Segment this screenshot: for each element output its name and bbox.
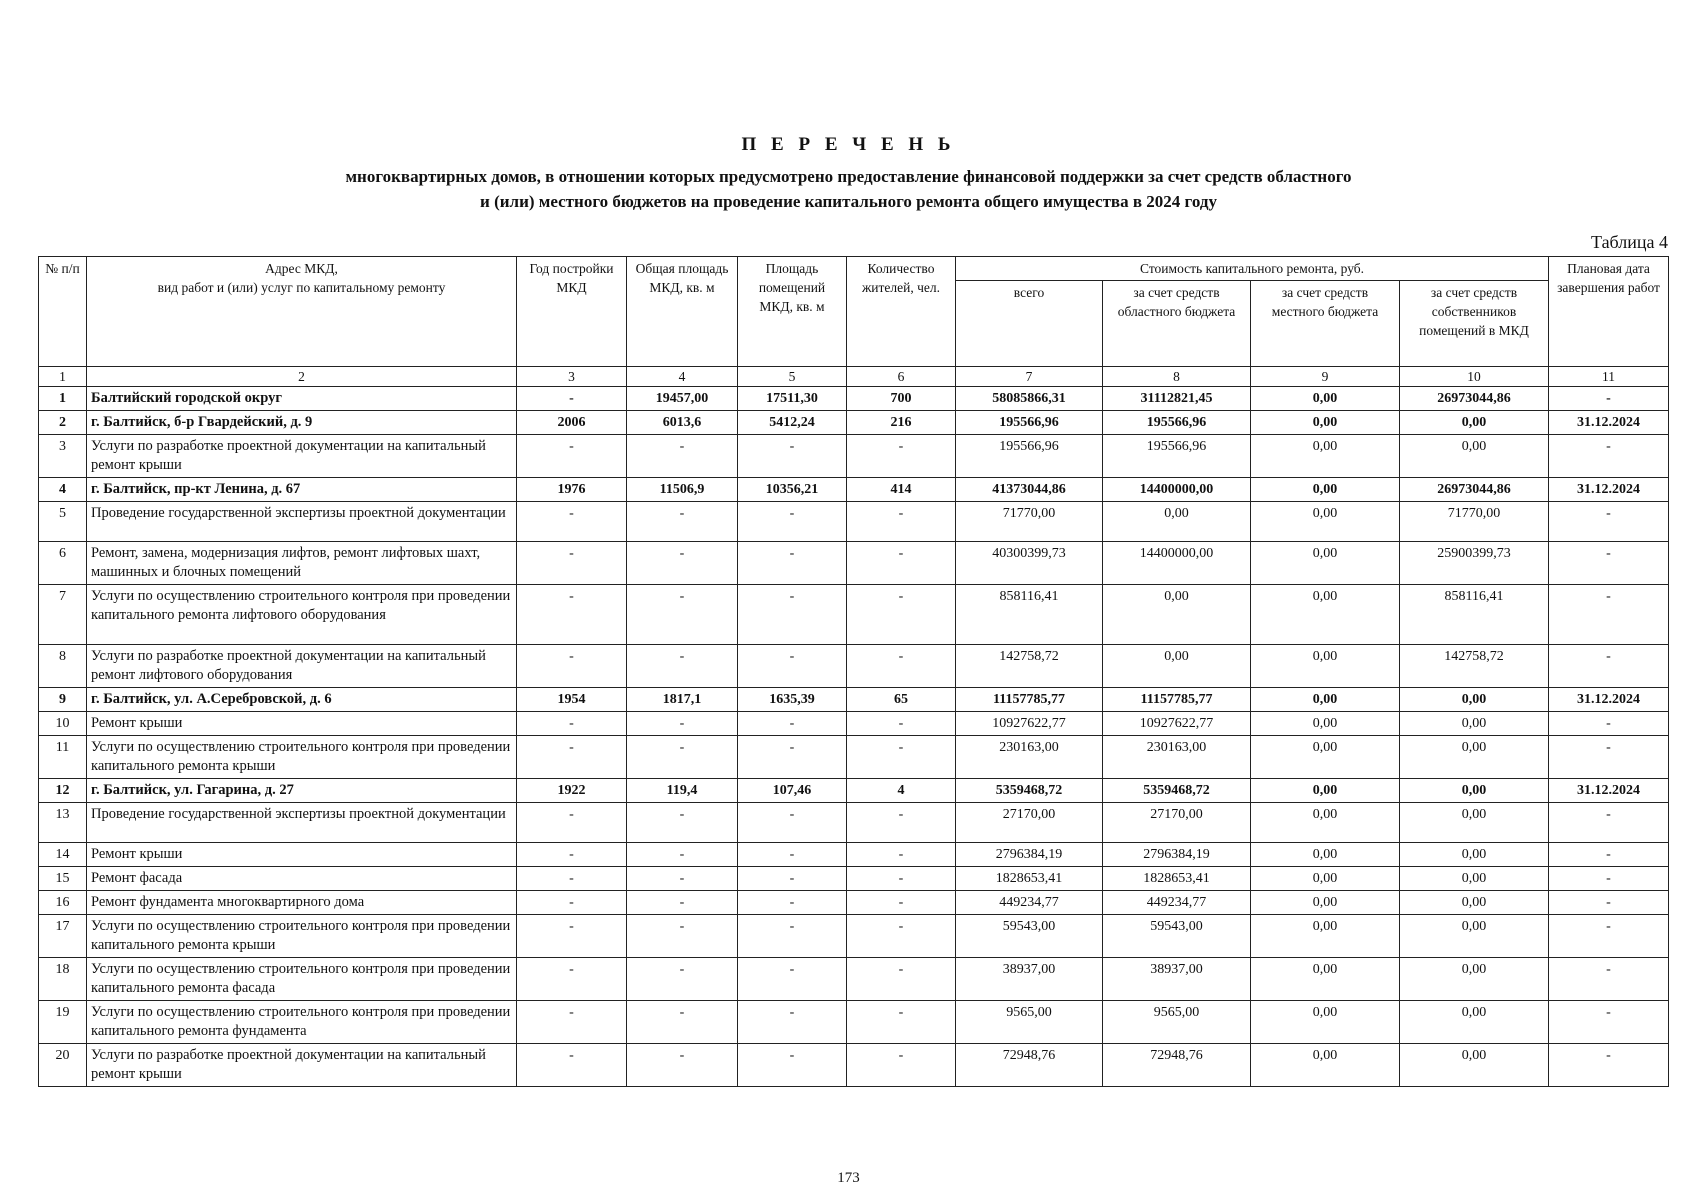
row-cost-regional: 2796384,19: [1103, 843, 1251, 867]
row-cost-total: 41373044,86: [956, 478, 1103, 502]
table-row: [39, 891, 1669, 915]
row-cost-total: 142758,72: [956, 645, 1103, 688]
row-cost-total: 27170,00: [956, 803, 1103, 843]
row-year: -: [517, 867, 627, 891]
row-completion-date: -: [1549, 645, 1669, 688]
row-address: г. Балтийск, ул. А.Серебровской, д. 6: [87, 688, 517, 712]
row-address: Услуги по осуществлению строительного контроля при проведении капитального ремонта крыши: [87, 915, 517, 958]
row-number: 7: [39, 585, 87, 645]
row-total-area: -: [627, 585, 738, 645]
row-cost-total: 71770,00: [956, 502, 1103, 542]
column-number: 7: [956, 367, 1103, 387]
row-cost-owners: 0,00: [1400, 779, 1549, 803]
row-number: 15: [39, 867, 87, 891]
row-residents: -: [847, 645, 956, 688]
row-number: 4: [39, 478, 87, 502]
row-cost-local: 0,00: [1251, 958, 1400, 1001]
row-address: Услуги по разработке проектной документации на капитальный ремонт лифтового оборудования: [87, 645, 517, 688]
row-number: 17: [39, 915, 87, 958]
row-number: 1: [39, 387, 87, 411]
row-completion-date: -: [1549, 867, 1669, 891]
row-completion-date: 31.12.2024: [1549, 779, 1669, 803]
row-total-area: -: [627, 843, 738, 867]
row-cost-owners: 0,00: [1400, 736, 1549, 779]
row-cost-local: 0,00: [1251, 542, 1400, 585]
column-number: 4: [627, 367, 738, 387]
row-residents: 65: [847, 688, 956, 712]
row-residents: -: [847, 843, 956, 867]
row-cost-owners: 0,00: [1400, 867, 1549, 891]
column-number: 5: [738, 367, 847, 387]
row-total-area: -: [627, 915, 738, 958]
row-address: Услуги по разработке проектной документации на капитальный ремонт крыши: [87, 435, 517, 478]
row-completion-date: -: [1549, 542, 1669, 585]
row-cost-local: 0,00: [1251, 478, 1400, 502]
row-total-area: -: [627, 803, 738, 843]
row-residents: -: [847, 915, 956, 958]
row-number: 5: [39, 502, 87, 542]
row-cost-local: 0,00: [1251, 915, 1400, 958]
row-total-area: -: [627, 1001, 738, 1044]
row-cost-total: 1828653,41: [956, 867, 1103, 891]
table-row: [39, 542, 1669, 585]
row-year: -: [517, 435, 627, 478]
row-cost-total: 195566,96: [956, 435, 1103, 478]
row-cost-local: 0,00: [1251, 803, 1400, 843]
row-address: Проведение государственной экспертизы проектной документации: [87, 502, 517, 542]
row-year: -: [517, 1044, 627, 1087]
row-cost-owners: 0,00: [1400, 843, 1549, 867]
row-residents: -: [847, 736, 956, 779]
table-row: [39, 915, 1669, 958]
row-address: Услуги по осуществлению строительного контроля при проведении капитального ремонта фундамента: [87, 1001, 517, 1044]
row-year: -: [517, 958, 627, 1001]
table-row: [39, 478, 1669, 502]
table-row: [39, 843, 1669, 867]
row-total-area: -: [627, 736, 738, 779]
row-completion-date: -: [1549, 915, 1669, 958]
row-completion-date: -: [1549, 891, 1669, 915]
row-number: 9: [39, 688, 87, 712]
row-total-area: -: [627, 958, 738, 1001]
row-total-area: -: [627, 712, 738, 736]
row-rooms-area: -: [738, 645, 847, 688]
row-cost-owners: 0,00: [1400, 915, 1549, 958]
table-header: [39, 257, 1669, 367]
row-year: -: [517, 1001, 627, 1044]
header-address: Адрес МКД, вид работ и (или) услуг по капитальному ремонту: [87, 257, 517, 367]
row-cost-owners: 0,00: [1400, 1044, 1549, 1087]
row-residents: -: [847, 585, 956, 645]
row-completion-date: -: [1549, 736, 1669, 779]
row-cost-local: 0,00: [1251, 411, 1400, 435]
row-year: 1976: [517, 478, 627, 502]
row-number: 3: [39, 435, 87, 478]
row-cost-total: 449234,77: [956, 891, 1103, 915]
header-cost-group: Стоимость капитального ремонта, руб.: [956, 257, 1549, 281]
row-total-area: 1817,1: [627, 688, 738, 712]
row-cost-total: 59543,00: [956, 915, 1103, 958]
row-rooms-area: 17511,30: [738, 387, 847, 411]
row-rooms-area: 5412,24: [738, 411, 847, 435]
table-row: [39, 736, 1669, 779]
row-rooms-area: 1635,39: [738, 688, 847, 712]
row-rooms-area: 10356,21: [738, 478, 847, 502]
page-number: 173: [837, 1170, 860, 1186]
row-cost-regional: 0,00: [1103, 645, 1251, 688]
row-cost-owners: 142758,72: [1400, 645, 1549, 688]
column-number: 3: [517, 367, 627, 387]
row-year: -: [517, 891, 627, 915]
row-cost-local: 0,00: [1251, 435, 1400, 478]
row-cost-local: 0,00: [1251, 712, 1400, 736]
row-cost-total: 230163,00: [956, 736, 1103, 779]
row-address: Ремонт фундамента многоквартирного дома: [87, 891, 517, 915]
row-cost-total: 11157785,77: [956, 688, 1103, 712]
row-cost-total: 58085866,31: [956, 387, 1103, 411]
header-year: Год постройки МКД: [517, 257, 627, 367]
row-cost-regional: 195566,96: [1103, 435, 1251, 478]
row-cost-local: 0,00: [1251, 736, 1400, 779]
row-cost-owners: 0,00: [1400, 411, 1549, 435]
header-cost-total: всего: [956, 281, 1103, 367]
row-cost-regional: 230163,00: [1103, 736, 1251, 779]
row-number: 8: [39, 645, 87, 688]
row-cost-owners: 858116,41: [1400, 585, 1549, 645]
row-cost-local: 0,00: [1251, 891, 1400, 915]
row-year: -: [517, 502, 627, 542]
table-row: [39, 411, 1669, 435]
row-number: 2: [39, 411, 87, 435]
row-number: 19: [39, 1001, 87, 1044]
column-number: 11: [1549, 367, 1669, 387]
row-total-area: 119,4: [627, 779, 738, 803]
row-cost-total: 858116,41: [956, 585, 1103, 645]
row-residents: -: [847, 803, 956, 843]
subtitle-line-1: многоквартирных домов, в отношении которых предусмотрено предоставление финансовой поддержки за счет средств областного: [345, 167, 1352, 186]
row-cost-owners: 0,00: [1400, 435, 1549, 478]
row-year: -: [517, 915, 627, 958]
row-cost-owners: 26973044,86: [1400, 387, 1549, 411]
column-number: 8: [1103, 367, 1251, 387]
row-cost-total: 38937,00: [956, 958, 1103, 1001]
column-numbers-row: [39, 367, 1669, 387]
table-row: [39, 585, 1669, 645]
row-cost-regional: 14400000,00: [1103, 478, 1251, 502]
row-year: 2006: [517, 411, 627, 435]
row-number: 14: [39, 843, 87, 867]
table-row: [39, 387, 1669, 411]
row-cost-local: 0,00: [1251, 688, 1400, 712]
row-residents: 414: [847, 478, 956, 502]
row-cost-total: 9565,00: [956, 1001, 1103, 1044]
row-residents: 700: [847, 387, 956, 411]
row-number: 13: [39, 803, 87, 843]
row-address: Ремонт крыши: [87, 843, 517, 867]
row-cost-regional: 0,00: [1103, 502, 1251, 542]
row-year: -: [517, 803, 627, 843]
row-residents: -: [847, 712, 956, 736]
row-cost-total: 195566,96: [956, 411, 1103, 435]
row-number: 16: [39, 891, 87, 915]
row-residents: -: [847, 542, 956, 585]
column-number: 9: [1251, 367, 1400, 387]
row-total-area: -: [627, 1044, 738, 1087]
header-residents: Количество жителей, чел.: [847, 257, 956, 367]
row-address: Услуги по разработке проектной документации на капитальный ремонт крыши: [87, 1044, 517, 1087]
row-residents: -: [847, 1001, 956, 1044]
row-cost-local: 0,00: [1251, 387, 1400, 411]
column-number: 6: [847, 367, 956, 387]
table-row: [39, 958, 1669, 1001]
row-year: -: [517, 585, 627, 645]
header-rooms-area: Площадь помещений МКД, кв. м: [738, 257, 847, 367]
row-address: Ремонт, замена, модернизация лифтов, ремонт лифтовых шахт, машинных и блочных помещений: [87, 542, 517, 585]
row-total-area: -: [627, 435, 738, 478]
row-completion-date: -: [1549, 1044, 1669, 1087]
row-address: Услуги по осуществлению строительного контроля при проведении капитального ремонта фасада: [87, 958, 517, 1001]
row-number: 10: [39, 712, 87, 736]
row-completion-date: -: [1549, 435, 1669, 478]
row-rooms-area: 107,46: [738, 779, 847, 803]
row-cost-regional: 9565,00: [1103, 1001, 1251, 1044]
row-address: Услуги по осуществлению строительного контроля при проведении капитального ремонта крыши: [87, 736, 517, 779]
table-row: [39, 867, 1669, 891]
row-completion-date: -: [1549, 1001, 1669, 1044]
table-row: [39, 688, 1669, 712]
row-address: Балтийский городской округ: [87, 387, 517, 411]
row-total-area: 19457,00: [627, 387, 738, 411]
row-cost-total: 2796384,19: [956, 843, 1103, 867]
column-number: 1: [39, 367, 87, 387]
row-year: 1922: [517, 779, 627, 803]
row-rooms-area: -: [738, 736, 847, 779]
row-cost-regional: 31112821,45: [1103, 387, 1251, 411]
row-cost-total: 72948,76: [956, 1044, 1103, 1087]
row-address: Услуги по осуществлению строительного контроля при проведении капитального ремонта лифтового оборудования: [87, 585, 517, 645]
table-row: [39, 435, 1669, 478]
row-cost-owners: 25900399,73: [1400, 542, 1549, 585]
row-year: -: [517, 387, 627, 411]
row-cost-local: 0,00: [1251, 867, 1400, 891]
row-completion-date: -: [1549, 712, 1669, 736]
repair-table: [38, 256, 1669, 1087]
row-address: г. Балтийск, б-р Гвардейский, д. 9: [87, 411, 517, 435]
row-number: 12: [39, 779, 87, 803]
row-cost-regional: 5359468,72: [1103, 779, 1251, 803]
row-cost-local: 0,00: [1251, 1044, 1400, 1087]
header-number: № п/п: [39, 257, 87, 367]
row-completion-date: 31.12.2024: [1549, 411, 1669, 435]
row-residents: -: [847, 1044, 956, 1087]
row-rooms-area: -: [738, 542, 847, 585]
table-label: Таблица 4: [1591, 232, 1668, 252]
row-rooms-area: -: [738, 915, 847, 958]
row-rooms-area: -: [738, 867, 847, 891]
row-address: Проведение государственной экспертизы проектной документации: [87, 803, 517, 843]
subtitle-line-2: и (или) местного бюджетов на проведение капитального ремонта общего имущества в 2024 году: [480, 192, 1217, 211]
row-cost-owners: 71770,00: [1400, 502, 1549, 542]
row-rooms-area: -: [738, 1001, 847, 1044]
document-subtitle: [0, 164, 1697, 214]
row-cost-owners: 0,00: [1400, 803, 1549, 843]
row-year: -: [517, 843, 627, 867]
row-cost-regional: 59543,00: [1103, 915, 1251, 958]
row-completion-date: -: [1549, 958, 1669, 1001]
row-total-area: -: [627, 867, 738, 891]
header-cost-regional: за счет средств областного бюджета: [1103, 281, 1251, 367]
row-cost-owners: 0,00: [1400, 891, 1549, 915]
row-rooms-area: -: [738, 585, 847, 645]
row-address: г. Балтийск, ул. Гагарина, д. 27: [87, 779, 517, 803]
row-cost-local: 0,00: [1251, 843, 1400, 867]
row-address: Ремонт крыши: [87, 712, 517, 736]
row-residents: -: [847, 502, 956, 542]
row-cost-regional: 27170,00: [1103, 803, 1251, 843]
table-row: [39, 779, 1669, 803]
row-address: г. Балтийск, пр-кт Ленина, д. 67: [87, 478, 517, 502]
header-cost-owners: за счет средств собственников помещений в МКД: [1400, 281, 1549, 367]
row-year: 1954: [517, 688, 627, 712]
row-rooms-area: -: [738, 712, 847, 736]
row-cost-owners: 0,00: [1400, 688, 1549, 712]
header-completion-date: Плановая дата завершения работ: [1549, 257, 1669, 367]
row-total-area: -: [627, 542, 738, 585]
row-completion-date: -: [1549, 843, 1669, 867]
row-residents: 216: [847, 411, 956, 435]
row-rooms-area: -: [738, 958, 847, 1001]
row-cost-owners: 0,00: [1400, 712, 1549, 736]
row-cost-regional: 11157785,77: [1103, 688, 1251, 712]
row-number: 20: [39, 1044, 87, 1087]
row-cost-regional: 72948,76: [1103, 1044, 1251, 1087]
row-residents: 4: [847, 779, 956, 803]
table-row: [39, 502, 1669, 542]
row-completion-date: 31.12.2024: [1549, 478, 1669, 502]
row-year: -: [517, 736, 627, 779]
row-cost-regional: 10927622,77: [1103, 712, 1251, 736]
row-cost-regional: 449234,77: [1103, 891, 1251, 915]
row-residents: -: [847, 958, 956, 1001]
header-cost-local: за счет средств местного бюджета: [1251, 281, 1400, 367]
row-completion-date: -: [1549, 387, 1669, 411]
row-number: 11: [39, 736, 87, 779]
row-cost-regional: 38937,00: [1103, 958, 1251, 1001]
table-row: [39, 803, 1669, 843]
row-year: -: [517, 712, 627, 736]
row-cost-local: 0,00: [1251, 645, 1400, 688]
row-cost-regional: 14400000,00: [1103, 542, 1251, 585]
column-number: 10: [1400, 367, 1549, 387]
document-title: П Е Р Е Ч Е Н Ь: [741, 134, 956, 155]
row-rooms-area: -: [738, 1044, 847, 1087]
row-cost-local: 0,00: [1251, 1001, 1400, 1044]
row-completion-date: -: [1549, 803, 1669, 843]
row-cost-regional: 0,00: [1103, 585, 1251, 645]
table-row: [39, 1001, 1669, 1044]
row-cost-local: 0,00: [1251, 502, 1400, 542]
row-rooms-area: -: [738, 502, 847, 542]
row-residents: -: [847, 435, 956, 478]
row-cost-local: 0,00: [1251, 585, 1400, 645]
row-total-area: -: [627, 645, 738, 688]
row-year: -: [517, 542, 627, 585]
row-cost-total: 40300399,73: [956, 542, 1103, 585]
row-cost-owners: 26973044,86: [1400, 478, 1549, 502]
table-row: [39, 712, 1669, 736]
row-year: -: [517, 645, 627, 688]
row-rooms-area: -: [738, 435, 847, 478]
row-rooms-area: -: [738, 891, 847, 915]
row-residents: -: [847, 891, 956, 915]
row-total-area: -: [627, 891, 738, 915]
row-address: Ремонт фасада: [87, 867, 517, 891]
row-total-area: 6013,6: [627, 411, 738, 435]
table-row: [39, 1044, 1669, 1087]
row-cost-owners: 0,00: [1400, 1001, 1549, 1044]
header-total-area: Общая площадь МКД, кв. м: [627, 257, 738, 367]
row-residents: -: [847, 867, 956, 891]
row-cost-owners: 0,00: [1400, 958, 1549, 1001]
row-total-area: 11506,9: [627, 478, 738, 502]
row-rooms-area: -: [738, 803, 847, 843]
row-number: 18: [39, 958, 87, 1001]
column-number: 2: [87, 367, 517, 387]
row-completion-date: 31.12.2024: [1549, 688, 1669, 712]
row-total-area: -: [627, 502, 738, 542]
row-cost-local: 0,00: [1251, 779, 1400, 803]
row-cost-regional: 1828653,41: [1103, 867, 1251, 891]
row-rooms-area: -: [738, 843, 847, 867]
row-number: 6: [39, 542, 87, 585]
row-cost-regional: 195566,96: [1103, 411, 1251, 435]
row-cost-total: 5359468,72: [956, 779, 1103, 803]
table-row: [39, 645, 1669, 688]
table-body: [39, 367, 1669, 1087]
row-completion-date: -: [1549, 502, 1669, 542]
row-completion-date: -: [1549, 585, 1669, 645]
row-cost-total: 10927622,77: [956, 712, 1103, 736]
